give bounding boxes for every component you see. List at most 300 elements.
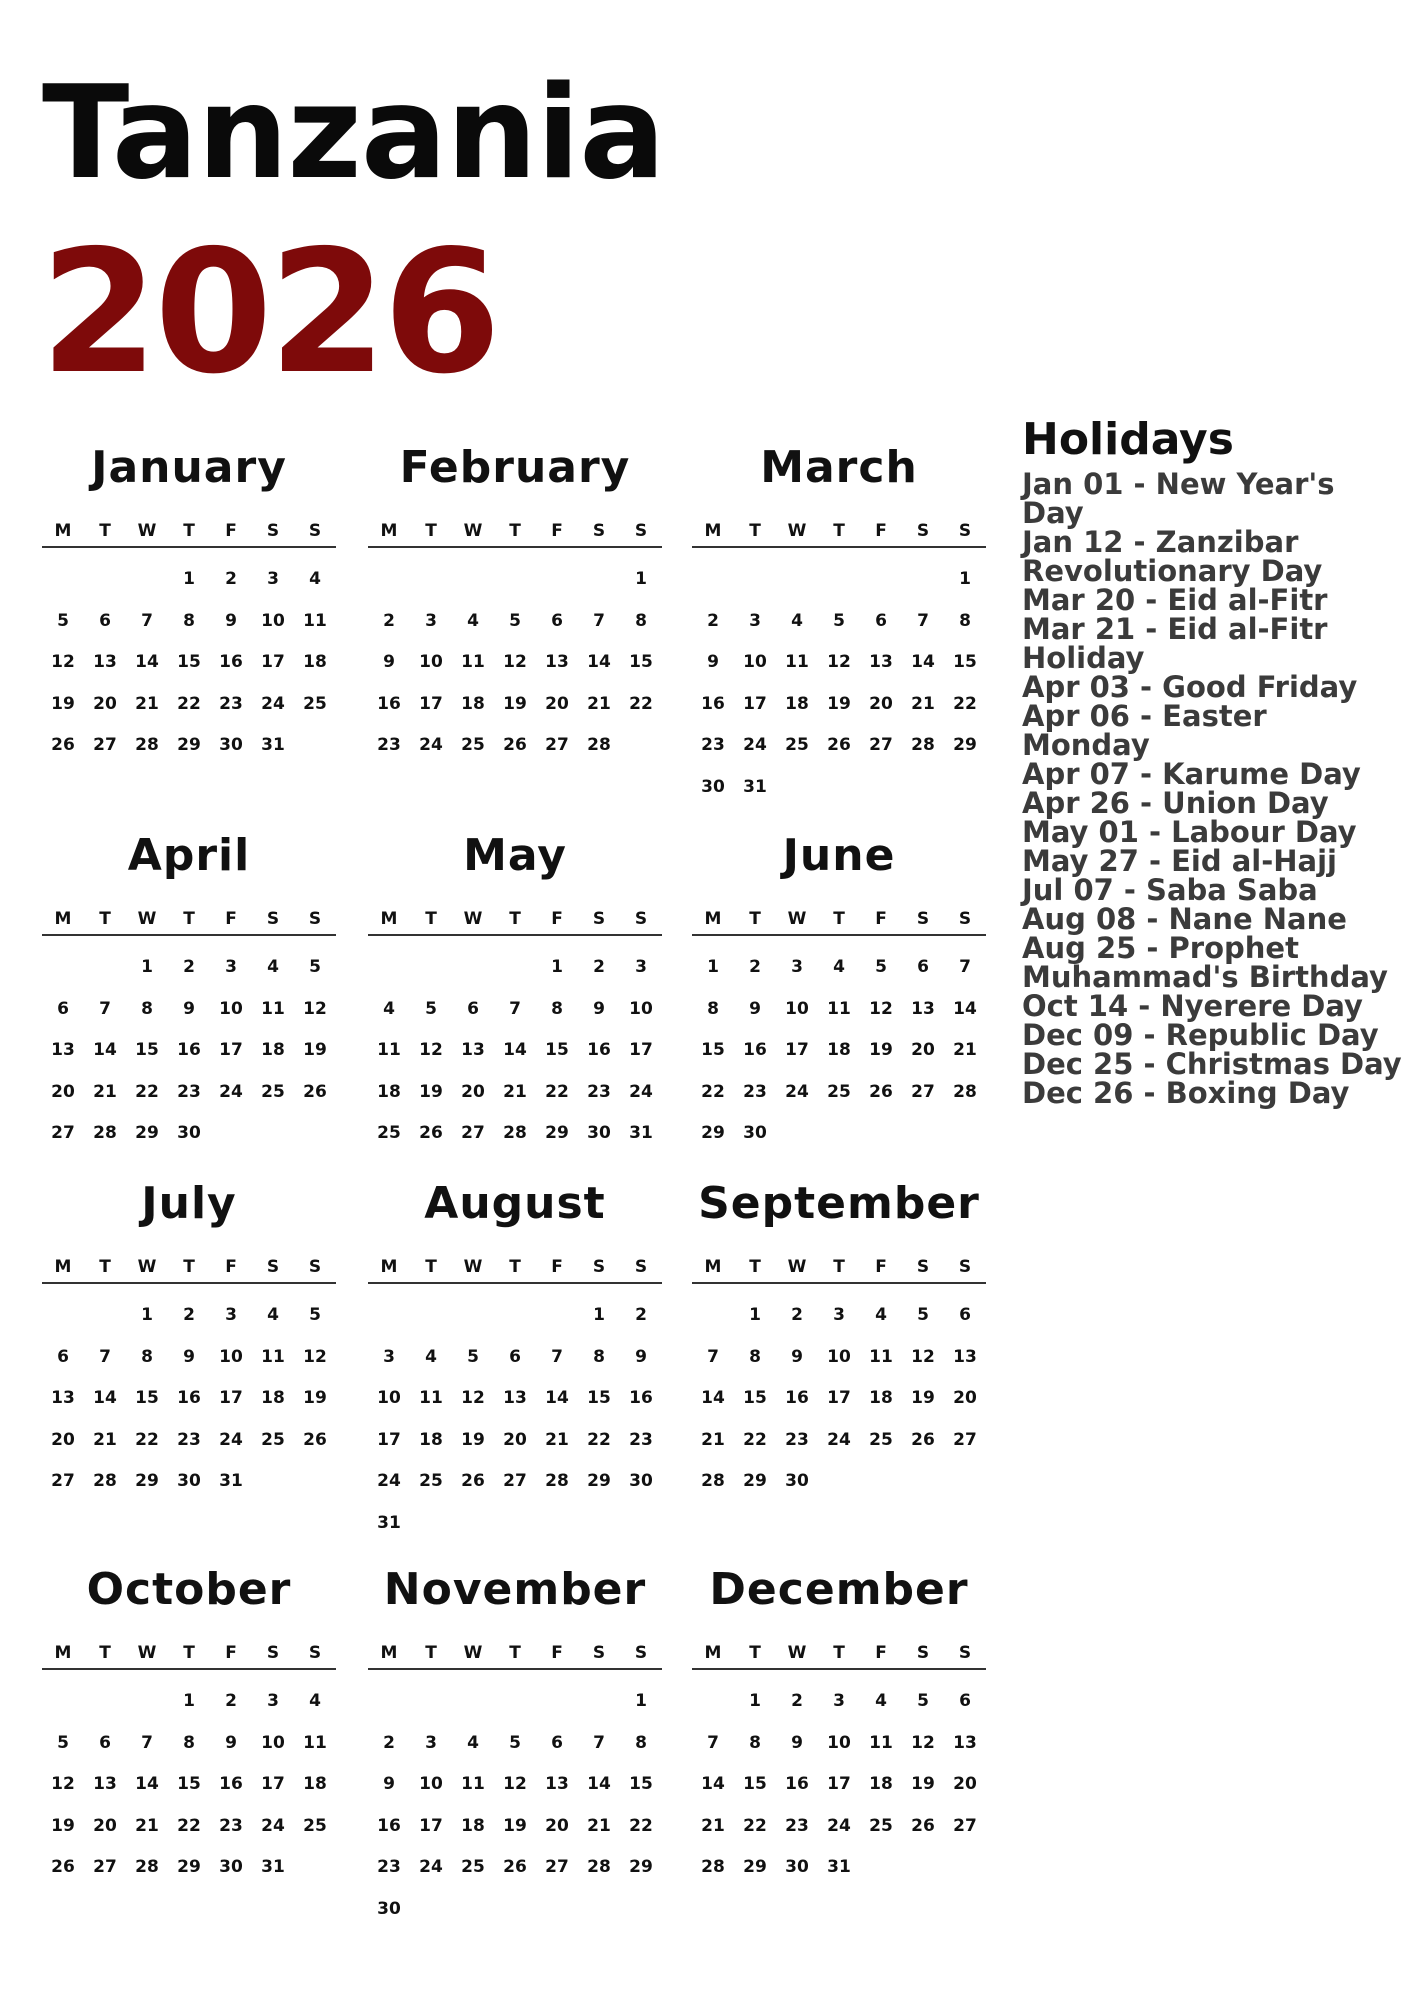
day-cell: 8	[749, 1346, 761, 1367]
day-cell: 24	[219, 1081, 243, 1102]
day-cell: 27	[545, 1857, 569, 1877]
day-cell: 1	[141, 957, 153, 977]
day-grid	[42, 1686, 336, 1894]
day-cell: 5	[467, 1346, 479, 1367]
day-empty	[536, 564, 578, 606]
day-cell: 13	[953, 1346, 977, 1367]
day-cell: 31	[219, 1471, 243, 1491]
day-cell: 1	[959, 569, 971, 589]
day-cell: 20	[51, 1429, 75, 1450]
day-cell: 25	[303, 1815, 327, 1836]
day-cell: 5	[509, 610, 521, 631]
day-cell: 25	[303, 693, 327, 714]
day-cell: 31	[743, 776, 767, 797]
month-name: September	[698, 1178, 980, 1229]
weekday-label: T	[749, 1257, 761, 1277]
day-cell: 1	[551, 957, 563, 977]
weekday-label: S	[592, 521, 606, 541]
day-cell: 20	[545, 1815, 569, 1836]
weekday-label: F	[551, 1257, 563, 1277]
weekday-label: T	[749, 909, 761, 929]
month-name: August	[424, 1178, 606, 1229]
day-cell: 14	[701, 1388, 725, 1408]
day-cell: 10	[827, 1346, 851, 1367]
weekday-header	[692, 516, 986, 548]
day-cell: 14	[953, 998, 977, 1019]
holiday-item: Mar 20 - Eid al-Fitr	[1022, 583, 1328, 617]
day-cell: 3	[225, 1305, 237, 1325]
day-cell: 31	[629, 1123, 653, 1143]
day-cell: 4	[309, 569, 321, 589]
day-cell: 15	[135, 1388, 159, 1408]
day-cell: 22	[545, 1081, 569, 1102]
day-cell: 11	[303, 610, 327, 631]
day-cell: 26	[461, 1471, 485, 1491]
weekday-label: S	[916, 521, 930, 541]
weekday-label: T	[833, 1643, 845, 1663]
day-cell: 28	[587, 1857, 611, 1877]
day-cell: 2	[593, 957, 605, 977]
day-cell: 7	[141, 610, 153, 631]
weekday-label: S	[916, 909, 930, 929]
day-cell: 12	[503, 652, 527, 672]
day-cell: 29	[135, 1123, 159, 1143]
day-cell: 4	[833, 957, 845, 977]
day-cell: 27	[953, 1429, 977, 1450]
month-name: May	[463, 830, 567, 881]
day-cell: 26	[869, 1081, 893, 1102]
day-cell: 6	[99, 610, 111, 631]
day-grid	[368, 952, 662, 1160]
day-cell: 13	[93, 652, 117, 672]
day-cell: 7	[141, 1732, 153, 1753]
day-empty	[578, 564, 620, 606]
weekday-label: W	[463, 1643, 483, 1663]
day-cell: 4	[267, 957, 279, 977]
day-cell: 15	[629, 1774, 653, 1794]
day-cell: 15	[135, 1040, 159, 1060]
day-cell: 23	[177, 1081, 201, 1102]
day-cell: 2	[383, 610, 395, 631]
day-cell: 2	[225, 1691, 237, 1711]
day-cell: 6	[57, 998, 69, 1019]
weekday-header	[692, 904, 986, 936]
day-cell: 9	[383, 652, 395, 672]
day-cell: 2	[183, 1305, 195, 1325]
day-cell: 13	[51, 1040, 75, 1060]
weekday-label: M	[54, 521, 72, 541]
day-cell: 26	[911, 1815, 935, 1836]
day-cell: 12	[419, 1040, 443, 1060]
day-cell: 21	[911, 693, 935, 714]
weekday-header	[692, 1638, 986, 1670]
day-cell: 15	[629, 652, 653, 672]
weekday-label: T	[425, 909, 437, 929]
day-cell: 19	[827, 693, 851, 714]
day-cell: 27	[545, 735, 569, 755]
weekday-label: W	[787, 521, 807, 541]
weekday-label: S	[958, 521, 972, 541]
weekday-label: W	[787, 909, 807, 929]
holiday-item: Aug 08 - Nane Nane	[1022, 902, 1347, 936]
day-empty	[776, 564, 818, 606]
day-cell: 1	[141, 1305, 153, 1325]
day-cell: 27	[51, 1471, 75, 1491]
weekday-label: T	[99, 1257, 111, 1277]
day-cell: 24	[261, 1815, 285, 1836]
day-empty	[452, 952, 494, 994]
weekday-label: S	[916, 1643, 930, 1663]
weekday-label: T	[509, 1643, 521, 1663]
day-cell: 11	[419, 1388, 443, 1408]
day-cell: 9	[749, 998, 761, 1019]
day-grid	[42, 952, 336, 1160]
day-cell: 17	[827, 1774, 851, 1794]
day-cell: 23	[219, 1815, 243, 1836]
day-cell: 18	[461, 1815, 485, 1836]
weekday-label: S	[592, 1257, 606, 1277]
weekday-label: S	[266, 1643, 280, 1663]
day-cell: 20	[93, 1815, 117, 1836]
day-cell: 16	[219, 652, 243, 672]
day-cell: 22	[701, 1081, 725, 1102]
country-title: Tanzania	[42, 59, 665, 208]
day-cell: 9	[225, 610, 237, 631]
day-cell: 27	[93, 1857, 117, 1877]
weekday-label: W	[137, 1643, 157, 1663]
day-empty	[902, 564, 944, 606]
holidays-title: Holidays	[1022, 414, 1234, 465]
month-name: June	[782, 830, 896, 881]
month-name: March	[760, 442, 918, 493]
day-cell: 4	[309, 1691, 321, 1711]
holidays-list	[1022, 414, 1402, 1108]
day-cell: 8	[141, 1346, 153, 1367]
day-cell: 7	[959, 957, 971, 977]
weekday-label: W	[463, 521, 483, 541]
day-empty	[368, 952, 410, 994]
weekday-label: T	[425, 521, 437, 541]
weekday-label: M	[54, 1643, 72, 1663]
day-empty	[536, 1686, 578, 1728]
holiday-item: Dec 09 - Republic Day	[1022, 1018, 1379, 1052]
day-cell: 23	[701, 735, 725, 755]
weekday-label: W	[137, 521, 157, 541]
day-cell: 9	[791, 1346, 803, 1367]
day-cell: 2	[383, 1732, 395, 1753]
day-cell: 6	[467, 998, 479, 1019]
weekday-label: T	[183, 909, 195, 929]
weekday-label: T	[833, 1257, 845, 1277]
day-cell: 2	[749, 957, 761, 977]
day-cell: 22	[177, 1815, 201, 1836]
day-cell: 30	[701, 776, 725, 797]
weekday-label: M	[380, 521, 398, 541]
weekday-label: T	[509, 521, 521, 541]
day-grid	[692, 952, 986, 1160]
day-cell: 14	[587, 1774, 611, 1794]
day-empty	[368, 1686, 410, 1728]
day-empty	[126, 564, 168, 606]
weekday-label: T	[833, 521, 845, 541]
day-cell: 2	[791, 1691, 803, 1711]
day-cell: 23	[785, 1429, 809, 1450]
day-cell: 22	[953, 693, 977, 714]
weekday-label: T	[99, 909, 111, 929]
day-cell: 16	[785, 1774, 809, 1794]
day-empty	[42, 1300, 84, 1342]
weekday-label: S	[266, 521, 280, 541]
weekday-label: S	[958, 909, 972, 929]
day-cell: 17	[629, 1040, 653, 1060]
day-cell: 9	[225, 1732, 237, 1753]
day-cell: 30	[785, 1471, 809, 1491]
day-cell: 23	[377, 1857, 401, 1877]
day-cell: 12	[303, 1346, 327, 1367]
holiday-item: Apr 07 - Karume Day	[1022, 757, 1361, 791]
day-cell: 20	[911, 1040, 935, 1060]
day-cell: 9	[707, 652, 719, 672]
day-empty	[494, 1686, 536, 1728]
day-cell: 29	[743, 1857, 767, 1877]
day-cell: 26	[503, 735, 527, 755]
day-empty	[42, 952, 84, 994]
day-cell: 28	[135, 735, 159, 755]
weekday-label: F	[225, 1257, 237, 1277]
day-cell: 25	[869, 1815, 893, 1836]
weekday-label: S	[958, 1257, 972, 1277]
day-cell: 14	[701, 1774, 725, 1794]
day-cell: 13	[461, 1040, 485, 1060]
day-cell: 30	[743, 1123, 767, 1143]
day-cell: 2	[225, 569, 237, 589]
day-cell: 16	[629, 1388, 653, 1408]
day-cell: 4	[425, 1346, 437, 1367]
day-empty	[578, 1686, 620, 1728]
weekday-label: M	[704, 909, 722, 929]
day-cell: 3	[833, 1305, 845, 1325]
day-cell: 25	[377, 1123, 401, 1143]
holiday-item: Dec 26 - Boxing Day	[1022, 1076, 1350, 1110]
weekday-label: S	[634, 909, 648, 929]
day-grid	[42, 564, 336, 772]
day-cell: 19	[461, 1429, 485, 1450]
weekday-label: M	[54, 1257, 72, 1277]
weekday-header	[42, 1638, 336, 1670]
day-empty	[84, 952, 126, 994]
weekday-label: W	[787, 1257, 807, 1277]
day-cell: 6	[551, 1732, 563, 1753]
day-cell: 15	[545, 1040, 569, 1060]
day-cell: 10	[219, 998, 243, 1019]
day-cell: 28	[93, 1471, 117, 1491]
weekday-label: F	[551, 909, 563, 929]
day-cell: 7	[593, 610, 605, 631]
day-cell: 7	[707, 1346, 719, 1367]
month-name: January	[91, 442, 287, 493]
day-cell: 21	[93, 1081, 117, 1102]
day-cell: 8	[707, 998, 719, 1019]
holiday-item: Mar 21 - Eid al-Fitr Holiday	[1022, 612, 1328, 675]
day-cell: 22	[135, 1081, 159, 1102]
day-cell: 5	[309, 957, 321, 977]
day-cell: 12	[461, 1388, 485, 1408]
day-cell: 29	[177, 735, 201, 755]
holiday-item: Jan 12 - Zanzibar Revolutionary Day	[1022, 525, 1323, 588]
day-cell: 6	[99, 1732, 111, 1753]
day-cell: 2	[791, 1305, 803, 1325]
day-cell: 18	[261, 1388, 285, 1408]
weekday-label: M	[704, 521, 722, 541]
day-cell: 31	[827, 1857, 851, 1877]
day-cell: 3	[425, 1732, 437, 1753]
day-cell: 6	[57, 1346, 69, 1367]
day-cell: 7	[917, 610, 929, 631]
day-cell: 17	[419, 693, 443, 714]
day-cell: 16	[177, 1040, 201, 1060]
day-cell: 24	[377, 1471, 401, 1491]
day-cell: 16	[377, 1815, 401, 1836]
day-cell: 23	[743, 1081, 767, 1102]
day-cell: 15	[953, 652, 977, 672]
weekday-label: W	[787, 1643, 807, 1663]
month-name: April	[127, 830, 251, 881]
day-cell: 7	[99, 998, 111, 1019]
day-cell: 30	[177, 1471, 201, 1491]
day-cell: 25	[461, 735, 485, 755]
day-cell: 15	[587, 1388, 611, 1408]
weekday-label: T	[183, 1257, 195, 1277]
weekday-header	[368, 516, 662, 548]
day-cell: 20	[51, 1081, 75, 1102]
day-cell: 12	[51, 1774, 75, 1794]
day-cell: 18	[377, 1081, 401, 1102]
weekday-label: W	[137, 1257, 157, 1277]
day-cell: 7	[551, 1346, 563, 1367]
year-title: 2026	[40, 214, 498, 412]
day-cell: 10	[785, 998, 809, 1019]
day-cell: 15	[177, 1774, 201, 1794]
day-cell: 27	[911, 1081, 935, 1102]
weekday-label: T	[509, 909, 521, 929]
day-cell: 29	[629, 1857, 653, 1877]
day-cell: 8	[141, 998, 153, 1019]
weekday-label: S	[308, 1643, 322, 1663]
day-empty	[368, 1300, 410, 1342]
day-cell: 19	[911, 1774, 935, 1794]
day-cell: 30	[219, 735, 243, 755]
day-cell: 1	[749, 1691, 761, 1711]
day-cell: 26	[503, 1857, 527, 1877]
day-cell: 22	[587, 1429, 611, 1450]
day-cell: 5	[309, 1305, 321, 1325]
weekday-label: S	[592, 1643, 606, 1663]
day-cell: 11	[785, 652, 809, 672]
day-cell: 25	[869, 1429, 893, 1450]
day-cell: 11	[869, 1732, 893, 1753]
day-cell: 11	[461, 652, 485, 672]
day-empty	[84, 1300, 126, 1342]
day-cell: 7	[509, 998, 521, 1019]
day-cell: 1	[635, 569, 647, 589]
day-empty	[42, 1686, 84, 1728]
day-empty	[368, 564, 410, 606]
day-cell: 25	[461, 1857, 485, 1877]
day-cell: 4	[467, 1732, 479, 1753]
day-cell: 1	[707, 957, 719, 977]
day-empty	[410, 1686, 452, 1728]
day-cell: 24	[743, 735, 767, 755]
weekday-label: S	[308, 521, 322, 541]
day-empty	[692, 1686, 734, 1728]
day-cell: 30	[177, 1123, 201, 1143]
day-cell: 27	[93, 735, 117, 755]
day-cell: 25	[261, 1081, 285, 1102]
day-cell: 21	[545, 1429, 569, 1450]
day-cell: 21	[93, 1429, 117, 1450]
day-cell: 20	[545, 693, 569, 714]
day-cell: 8	[551, 998, 563, 1019]
weekday-label: W	[137, 909, 157, 929]
day-cell: 13	[545, 1774, 569, 1794]
day-cell: 10	[419, 652, 443, 672]
day-cell: 8	[635, 610, 647, 631]
day-empty	[410, 1300, 452, 1342]
day-cell: 9	[183, 998, 195, 1019]
day-cell: 7	[99, 1346, 111, 1367]
day-cell: 21	[953, 1040, 977, 1060]
day-cell: 11	[461, 1774, 485, 1794]
weekday-label: S	[916, 1257, 930, 1277]
holiday-item: Dec 25 - Christmas Day	[1022, 1047, 1402, 1081]
day-cell: 30	[377, 1898, 401, 1919]
day-cell: 16	[743, 1040, 767, 1060]
day-cell: 13	[503, 1388, 527, 1408]
day-cell: 31	[261, 735, 285, 755]
day-cell: 25	[827, 1081, 851, 1102]
weekday-label: T	[833, 909, 845, 929]
weekday-header	[42, 516, 336, 548]
day-cell: 18	[303, 652, 327, 672]
day-cell: 5	[917, 1305, 929, 1325]
holiday-item: Jan 01 - New Year's Day	[1022, 467, 1335, 530]
weekday-label: T	[509, 1257, 521, 1277]
weekday-label: S	[266, 909, 280, 929]
day-cell: 9	[635, 1346, 647, 1367]
weekday-label: S	[308, 1257, 322, 1277]
month-name: February	[399, 442, 631, 493]
day-cell: 10	[219, 1346, 243, 1367]
day-cell: 14	[93, 1040, 117, 1060]
month-name: July	[141, 1178, 237, 1229]
day-cell: 30	[587, 1123, 611, 1143]
day-cell: 11	[377, 1040, 401, 1060]
day-empty	[452, 564, 494, 606]
day-cell: 23	[587, 1081, 611, 1102]
day-cell: 10	[261, 610, 285, 631]
weekday-label: F	[225, 1643, 237, 1663]
day-cell: 10	[743, 652, 767, 672]
day-cell: 8	[635, 1732, 647, 1753]
day-cell: 15	[743, 1388, 767, 1408]
weekday-header	[42, 1252, 336, 1284]
day-cell: 3	[635, 957, 647, 977]
day-cell: 21	[135, 1815, 159, 1836]
day-cell: 28	[135, 1857, 159, 1877]
day-cell: 8	[183, 610, 195, 631]
day-cell: 19	[51, 693, 75, 714]
day-cell: 3	[267, 569, 279, 589]
